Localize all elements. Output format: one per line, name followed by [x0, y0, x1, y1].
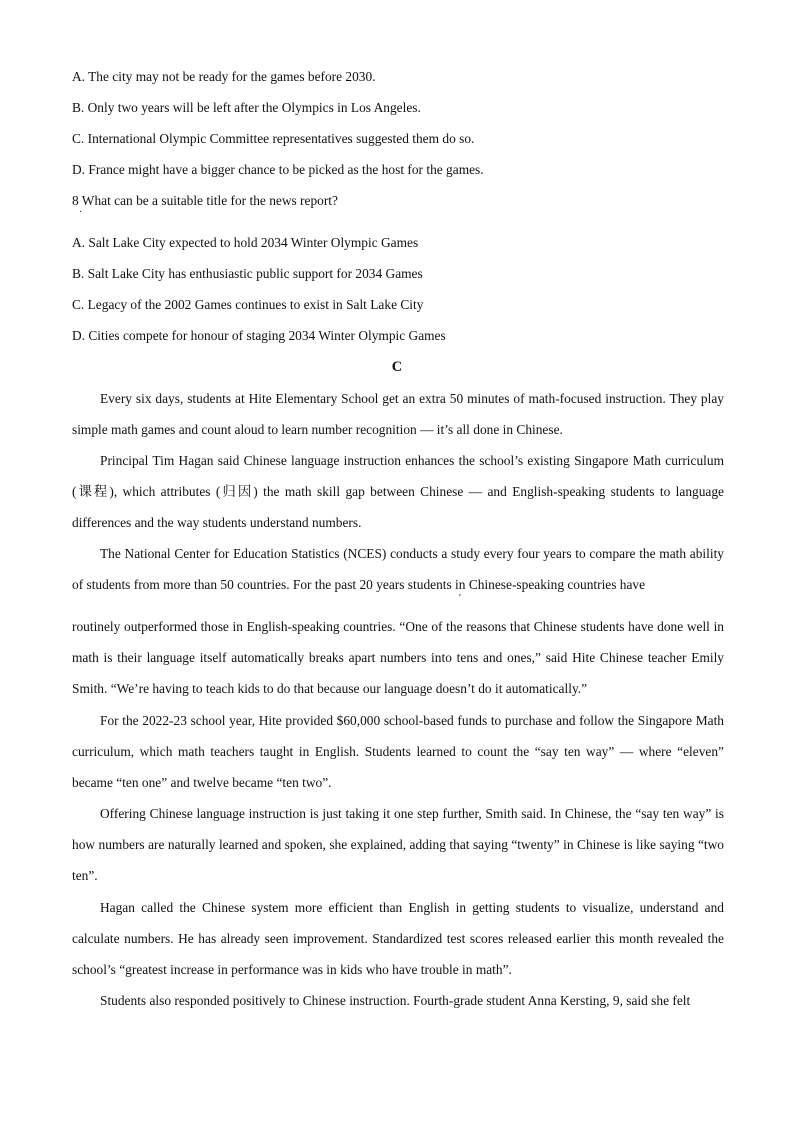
q8-question: 8 What can be a suitable title for the news report?: [72, 193, 338, 208]
paragraph-2: Principal Tim Hagan said Chinese language instruction enhances the school’s existing Singapore Math curriculum (课程), which attributes (归因) the math skill gap between Chinese — and English-speaking students to language differences and the way students understand numbers.: [72, 453, 724, 530]
section-heading: C: [391, 359, 403, 375]
q8-option-b: B. Salt Lake City has enthusiastic public support for 2034 Games: [72, 266, 423, 281]
paragraph-1: Every six days, students at Hite Elementary School get an extra 50 minutes of math-focused instruction. They play simple math games and count aloud to learn number recognition — it’s all done in Chinese.: [72, 391, 724, 437]
q7-option-c: C. International Olympic Committee representatives suggested them do so.: [72, 131, 475, 146]
stray-mark: ·: [79, 207, 83, 218]
q7-option-a: A. The city may not be ready for the games before 2030.: [72, 69, 376, 84]
q8-option-a: A. Salt Lake City expected to hold 2034 Winter Olympic Games: [72, 235, 419, 250]
paragraph-7: Students also responded positively to Chinese instruction. Fourth-grade student Anna Kersting, 9, said she felt: [100, 993, 691, 1008]
paragraph-3: The National Center for Education Statistics (NCES) conducts a study every four years to compare the math ability of students from more than 50 countries. For the past 20 years students in Chinese-speaking countries have: [72, 546, 724, 592]
q7-option-d: D. France might have a bigger chance to be picked as the host for the games.: [72, 162, 484, 177]
paragraph-4: For the 2022-23 school year, Hite provided $60,000 school-based funds to purchase and follow the Singapore Math curriculum, which math teachers taught in English. Students learned to count the “say ten way” — where “eleven” became “ten one” and twelve became “ten two”.: [72, 713, 724, 790]
stray-mark: ': [459, 593, 461, 604]
paragraph-6: Hagan called the Chinese system more efficient than English in getting students to visualize, understand and calculate numbers. He has already seen improvement. Standardized test scores released earlier this month revealed the school’s “greatest increase in performance was in kids who have trouble in math”.: [72, 900, 724, 977]
q8-option-c: C. Legacy of the 2002 Games continues to exist in Salt Lake City: [72, 297, 424, 312]
q7-option-b: B. Only two years will be left after the Olympics in Los Angeles.: [72, 100, 421, 115]
paragraph-5: Offering Chinese language instruction is just taking it one step further, Smith said. In Chinese, the “say ten way” is how numbers are naturally learned and spoken, she explained, adding that saying “twenty” in Chinese is like saying “two ten”.: [72, 806, 724, 883]
paragraph-3-continued: routinely outperformed those in English-speaking countries. “One of the reasons that Chinese students have done well in math is their language itself automatically breaks apart numbers into tens and ones,” said Hite Chinese teacher Emily Smith. “We’re having to teach kids to do that because our language doesn’t do it automatically.”: [72, 619, 724, 696]
q8-option-d: D. Cities compete for honour of staging 2034 Winter Olympic Games: [72, 328, 446, 343]
